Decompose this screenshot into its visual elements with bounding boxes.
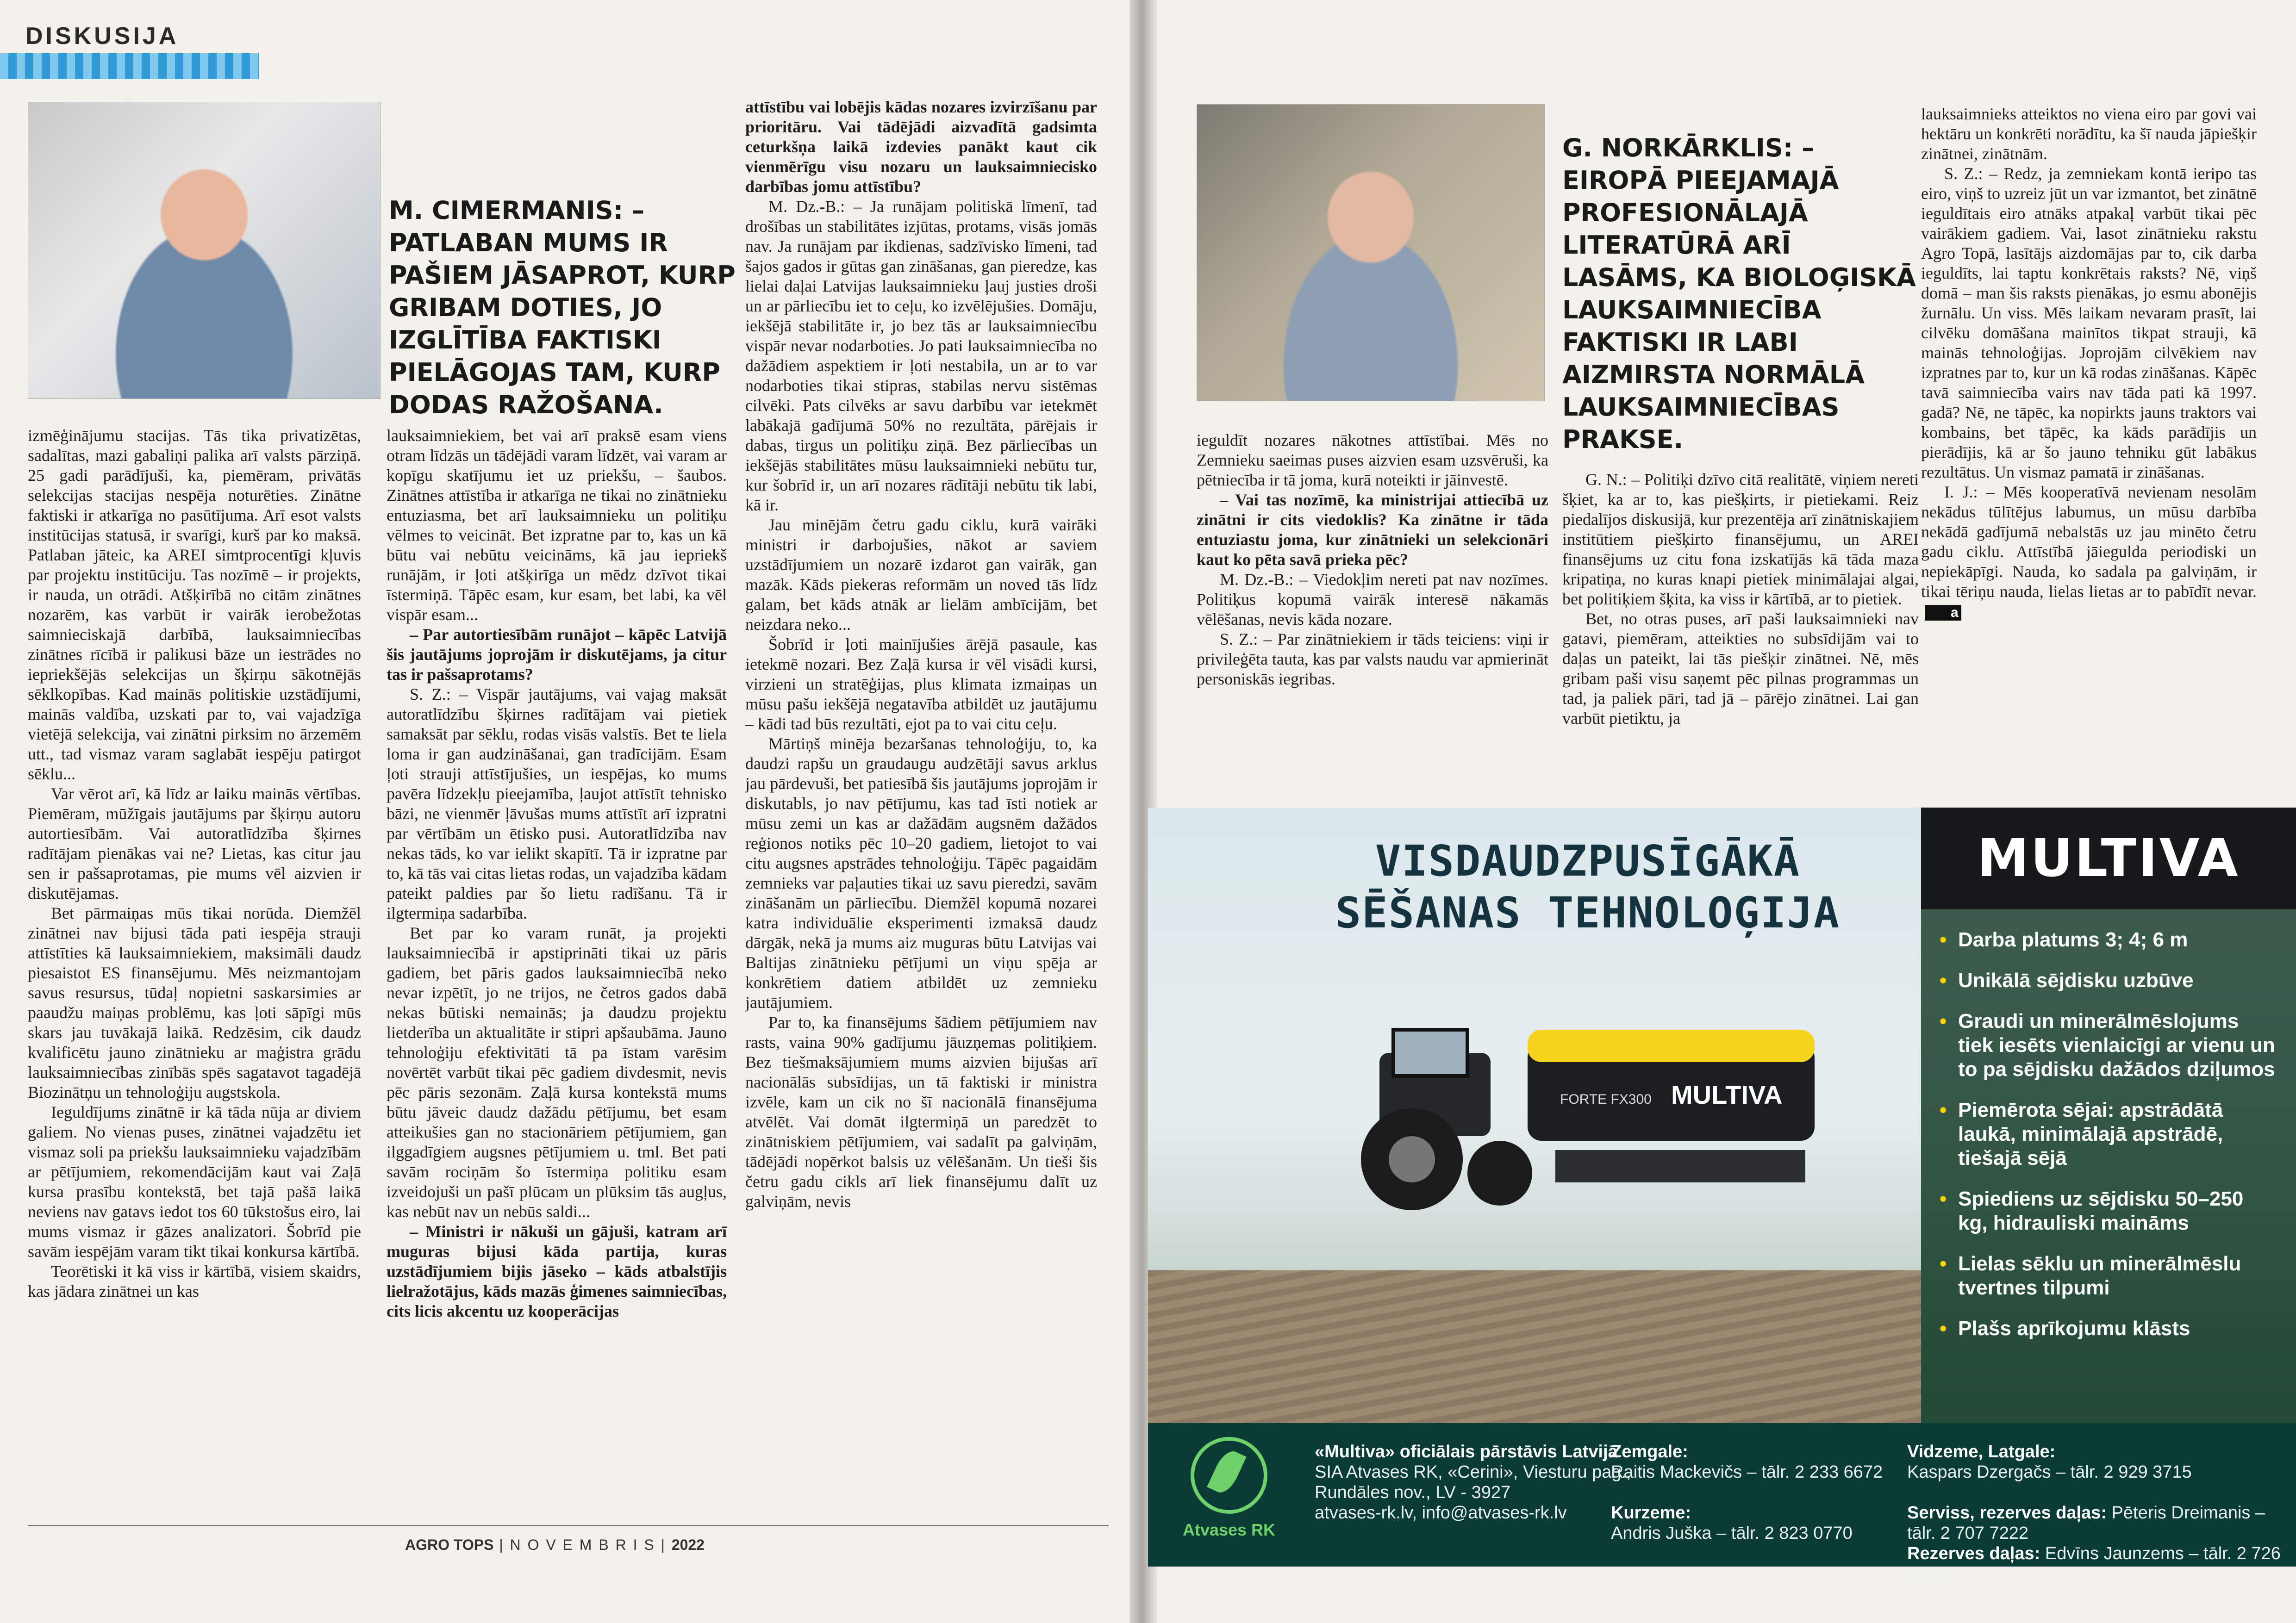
text-column-4 <box>1197 430 1548 689</box>
paragraph: attīstību vai lobējis kādas nozares izvirzīšanu par prioritāru. Vai tādējādi aizvadītā gadsimta ceturkšņa laikā izdevies panākt kaut cik vienmērīgu visu nozaru un lauksaimniecisko darbības jomu attīstību? <box>745 98 1097 196</box>
section-label: DISKUSIJA <box>25 23 179 50</box>
feature-item: • Spiediens uz sējdisku 50–250 kg, hidrauliski maināms <box>1921 1187 2296 1235</box>
text-column-2 <box>387 426 727 1321</box>
left-page <box>0 0 1136 1623</box>
zemgale-heading: Zemgale: <box>1611 1442 1688 1461</box>
atvases-logo <box>1176 1432 1282 1557</box>
rezerves-heading: Rezerves daļas: <box>1907 1544 2040 1563</box>
kurzeme-heading: Kurzeme: <box>1611 1503 1691 1523</box>
paragraph: S. Z.: – Vispār jautājums, vai vajag maksāt autoratlīdzību šķirnes radītājam vai pietiek samaksāt par sēklu, rodas visās valstīs. Bet te liela loma ir gan audzināšanai, gan tradīcijām. Esam ļoti strauji attīstījušies, un iespējas, ko mums pavēra līdzekļu pieejamība, ļaujot attīstīt tehnisko bāzi, ne vienmēr ļāvušas mums attīstīt arī izpratni par vērtībām un ētisko pusi. Autoratlīdzība nav nekas tāds, ko var ielikt skapītī. Tā ir izpratne par to, kā tās vai citas lietas rodas, un vajadzība kādam pateikt paldies par šo lietu radīšanu. Tā ir ilgtermiņa sadarbība. <box>387 685 727 922</box>
machine-brand-label: MULTIVA <box>1671 1080 1783 1109</box>
feature-item: • Lielas sēklu un minerālmēslu tvertnes tilpumi <box>1921 1252 2296 1300</box>
tractor-seed-drill-illustration <box>1361 1011 1847 1224</box>
paragraph: Bet par ko varam runāt, ja projekti lauksaimniecībā ir apstiprināti tikai uz pāris gadiem, bet pāris gados lauksaimniecībā neko nevar izpētīt, jo ne trijos, ne četros gados dabā nekas būtiski nemainās; ja daudzu projektu lietderība un aktualitāte ir stipri apšaubāma. Jauno tehnoloģiju efektivitāti tā pa īstam varēsim novērtēt varbūt tikai pēc gadiem divdesmit, nevis pēc pāris sezonām. Zaļā kursa kontekstā mums būtu jāveic daudz dažādu pētījumu, bet esam atteikušies gan no stacionāriem pētījumiem, gan ilggadīgiem augsnes pētījumiem u. tml. Bet pati savām rociņām šo īstermiņa politiku esam izveidojuši un pašī plūcam un plūksim tās augļus, kas nebūt nav un nebūs saldi... <box>387 924 727 1221</box>
vidzeme-contact: Kaspars Dzergačs – tālr. 2 929 3715 <box>1907 1462 2192 1482</box>
paragraph: Teorētiski it kā viss ir kārtībā, visiem skaidrs, kas jādara zinātnei un kas <box>28 1262 361 1300</box>
feature-item: • Unikālā sējdisku uzbūve <box>1921 969 2296 993</box>
dealer-line-1: SIA Atvases RK, «Cerini», Viesturu pag., <box>1315 1462 1631 1482</box>
feature-item: • Piemērota sējai: apstrādātā laukā, minimālajā apstrādē, tiešajā sējā <box>1921 1098 2296 1170</box>
leaf-icon <box>1191 1437 1267 1514</box>
paragraph: G. N.: – Politiķi dzīvo citā realitātē, viņiem nereti šķiet, ka ar to, kas piešķirts, ir pietiekami. Reiz piedalījos diskusijā, kur prezentēja arī zinātniskajiem institūtiem piešķirto finansējumu, un AREI finansējums uz citu fona izskatījās kā tāda maza kripatiņa, no kuras knapi pietiek minimālajai algai, bet politiķiem šķita, ka viss ir kārtībā, ar to pietiek. <box>1562 470 1919 608</box>
portrait-cimermanis <box>28 102 381 399</box>
serviss-heading: Serviss, rezerves daļas: <box>1907 1503 2107 1523</box>
atvases-logo-text: Atvases RK <box>1182 1520 1276 1539</box>
serviss-contact: Pēteris Dreimanis – tālr. 2 707 7222 <box>1907 1503 2265 1543</box>
feature-item: • Darba platums 3; 4; 6 m <box>1921 928 2296 952</box>
footer-year: 2022 <box>671 1536 705 1553</box>
paragraph: lauksaimniekiem, bet vai arī praksē esam viens otram līdzās un tādējādi varam līdzēt, vai varam ar kopīgu skatījumu iet uz priekšu, – šaubos. Zinātnes attīstība ir atkarīga ne tikai no zinātnieku entuziasma, bet arī lauksaimnieku un politiķu vēlmes to veicināt. Bet izpratne par to, kas un kā būtu vai nebūtu veicināms, kā jau iepriekš runājām, ir ļoti atšķirīga un mēdz dzīvot tikai īstermiņā. Tāpēc esam, kur esam, bet labi, ka vēl vispār esam... <box>387 426 727 624</box>
paragraph: Jau minējām četru gadu ciklu, kurā vairāki ministri ir darbojušies, nākot ar saviem uzstādījumiem un nozarē izdarot gan vairāk, gan mazāk. Kāds piekeras reformām un noved tās līdz galam, bet kāds atnāk ar lielām ambīcijām, bet neizdara neko... <box>745 516 1097 634</box>
pull-quote-norkarklis: G. NORKĀRKLIS: – EIROPĀ PIEEJAMAJĀ PROFESIONĀLAJĀ LITERATŪRĀ ARĪ LASĀMS, KA BIOLOĢISKĀ LAUKSAIMNIECĪBA FAKTISKI IR LABI AIZMIRSTA NORMĀLĀ LAUKSAIMNIECĪBAS PRAKSE. <box>1562 133 1916 454</box>
footer-month: N O V E M B R I S <box>510 1536 655 1553</box>
feature-item: • Graudi un minerālmēslojums tiek iesēts vienlaicīgi ar vienu un to pa sējdisku dažādos dziļumos <box>1921 1009 2296 1082</box>
text-column-1 <box>28 426 361 1301</box>
paragraph: S. Z.: – Par zinātniekiem ir tāds teiciens: viņi ir privileģēta tauta, kas par valsts naudu var apmierināt personiskās iegribas. <box>1197 630 1548 688</box>
feature-list <box>1921 909 2296 1437</box>
paragraph: ieguldīt nozares nākotnes attīstībai. Mēs no Zemnieku saeimas puses aizvien esam uzsvēruši, ka pētniecība ir tā joma, kurā noteikti ir jāinvestē. <box>1197 431 1548 489</box>
end-mark-icon: a <box>1925 605 1961 621</box>
contacts-zemgale-kurzeme <box>1611 1442 1883 1543</box>
text-column-5 <box>1562 470 1919 728</box>
seed-drill-icon <box>1528 1030 1815 1182</box>
paragraph: – Ministri ir nākuši un gājuši, katram arī muguras bijusi kāda partija, kuras uzstādījumiem bijis jāseko – kāds atbalstījis lielražotājus, kāds mazās ģimenes saimniecības, cits licis akcentu uz kooperācijas <box>387 1222 727 1320</box>
section-stripe <box>0 53 259 79</box>
paragraph: Par to, ka finansējums šādiem pētījumiem nav rasts, vaina 90% gadījumu jāuzņemas politiķiem. Bez tiešmaksājumiem mums aizvien bijušas arī nacionālās subsīdijas, un tā faktiski ir ministra izvēle, kam un cik no šī nacionālā finansējuma atvēlēt. Vai domāt ilgtermiņā un paredzēt to zinātniskiem pētījumiem, vai sadalīt pa galviņām, tādējādi nopērkot balsis uz vēlēšanām. Un tieši šis četru gadu cikls arī liek finansējumu dalīt uz galviņām, nevis <box>745 1013 1097 1211</box>
footer-rule <box>28 1525 1109 1526</box>
tractor-icon <box>1361 1030 1532 1210</box>
paragraph: Mārtiņš minēja bezaršanas tehnoloģiju, to, ka daudzi rapšu un graudaugu audzētāji savus arklus jau pārdevuši, bet patiesībā šis jautājums joprojām ir diskutabls, jo nav pētījumu, kas tad īsti notiek ar mūsu zemi un kas ar dažādām augsnēm dažādos reģionos notiks pēc 10–20 gadiem, lietojot to vai citu augsnes apstrādes tehnoloģiju. Tāpēc pagaidām zemnieks var paļauties tikai uz savu pieredzi, savām zināšanām un pārliecību. Diemžēl kopumā nozarei katra individuālie eksperimenti izmaksā daudz dārgāk, nekā ja mums aiz muguras būtu Latvijas vai Baltijas zinātnieku pētījumi un viņu spēja ar konkrētiem datiem atbildēt uz zemnieku jautājumiem. <box>745 734 1097 1012</box>
kurzeme-contact: Andris Juška – tālr. 2 823 0770 <box>1611 1524 1853 1543</box>
vidzeme-heading: Vidzeme, Latgale: <box>1907 1442 2056 1461</box>
pull-quote-cimermanis: M. CIMERMANIS: – PATLABAN MUMS IR PAŠIEM JĀSAPROT, KURP GRIBAM DOTIES, JO IZGLĪTĪBA FAKTISKI PIELĀGOJAS TAM, KURP DODAS RAŽOŠANA. <box>389 196 736 419</box>
paragraph: Šobrīd ir ļoti mainījušies ārējā pasaule, kas ietekmē nozari. Bez Zaļā kursa ir vēl visādi kursi, virzieni un stratēģijas, plus klimata izmaiņas un mūsu pašu iekšējā negatavība atbildēt uz jautājumu – kādi tad būs rezultāti, ejot pa to vai citu ceļu. <box>745 635 1097 733</box>
multiva-advertisement <box>1148 808 2296 1584</box>
dealer-contacts <box>1148 1423 2296 1584</box>
paragraph: S. Z.: – Redz, ja zemniekam kontā ieripo tas eiro, viņš to uzreiz jūt un var izmantot, bet zinātnē ieguldītais eiro atnāks atpakaļ varbūt tikai pēc vairākiem gadiem. Vai, lasot zinātnieku rakstu Agro Topā, lasītājs aizdomājas par to, cik darba ieguldīts, lai taptu konkrētais raksts? Nē, viņš domā – man šis raksts pienākas, jo esmu abonējis žurnālu. Un viss. Mēs laikam nevaram prasīt, lai cilvēku domāšana mainītos tikpat strauji, kā mainās tehnoloģijas. Joprojām cilvēkiem nav izpratnes par to, kur un kā rodas zināšanas. Kāpēc tavā saimniecība vairs nav tāda pati kā 1997. gadā? Nē, ne tāpēc, ka nopirkts jauns traktors vai kombains, bet tāpēc, ka kāds parādījis un pierādījis, kā ar šo jauno tehniku gūt labākus rezultātus. Un vismaz pamatā ir zināšanas. <box>1921 164 2257 481</box>
paragraph: lauksaimnieks atteiktos no viena eiro par govi vai hektāru un konkrēti norādītu, ka šī nauda jāpiešķir zinātnei, zinātnām. <box>1921 105 2257 163</box>
page-footer: AGRO TOPS | N O V E M B R I S | 2022 <box>405 1536 705 1553</box>
paragraph: I. J.: – Mēs kooperatīvā nevienam nesolām nekādus tūlītējus labumus, un mūsu darbība nekādā gadījumā nebalstās uz jau minēto četru gadu ciklu. Attīstībā jāiegulda periodiski un nepiekāpīgi. Nauda, ko sadala pa galviņām, ir tikai tēriņu nauda, lielas lietas ar to pabīdīt nevar.a <box>1921 483 2257 620</box>
dealer-title: «Multiva» oficiālais pārstāvis Latvijā <box>1315 1442 1618 1461</box>
machine-model-label: FORTE FX300 <box>1560 1092 1652 1107</box>
text-column-6 <box>1921 104 2257 622</box>
dealer-line-3[interactable]: atvases-rk.lv, info@atvases-rk.lv <box>1315 1503 1567 1523</box>
paragraph: M. Dz.-B.: – Viedokļim nereti pat nav nozīmes. Politiķus kopumā vairāk interesē nākamās vēlēšanas, nevis kāda nozare. <box>1197 570 1548 628</box>
footer-magazine: AGRO TOPS <box>405 1536 494 1553</box>
ad-headline: VISDAUDZPUSĪGĀKĀ SĒŠANAS TEHNOLOĢIJA <box>1335 836 1841 938</box>
field-soil <box>1148 1270 1921 1423</box>
paragraph: Bet pārmaiņas mūs tikai norūda. Diemžēl zinātnei nav bijusi tāda pati iespēja strauji attīstīties kā lauksaimniekiem, maksimāli daudz piesaistot ES finansējumu. Mēs neizmantojam savus resursus, tūdaļ nopietni saskarsimies ar paaudžu maiņas problēmu, kas ļoti sāpīgi mūs skars jau tuvākajā laikā. Redzēsim, cik daudz kvalificētu jauno zinātnieku ar maģistra grādu lauksaimniecības zinībās spēs sagatavot tagadējā Biozinātņu un tehnoloģiju augstskola. <box>28 904 361 1101</box>
paragraph: Ieguldījums zinātnē ir kā tāda nūja ar diviem galiem. No vienas puses, zinātnei vajadzētu iet vismaz soli pa priekšu lauksaimnieku vajadzībām ar pētījumiem, rekomendācijām kaut vai Zaļā kursa prasību kontekstā, bet tajā pašā laikā neviens nav gatavs iedot tos 60 tūkstošus eiro, lai mums vismaz ir gāzes analizatori. Šobrīd pie savām iespējām varam tikt tikai konkursa kārtībā. <box>28 1103 361 1261</box>
paragraph: – Par autortiesībām runājot – kāpēc Latvijā šis jautājums joprojām ir diskutējams, ja citur tas ir pašsaprotams? <box>387 625 727 684</box>
dealer-info <box>1315 1442 1631 1523</box>
zemgale-contact: Raitis Mackevičs – tālr. 2 233 6672 <box>1611 1462 1883 1482</box>
contacts-vidzeme-service <box>1907 1442 2296 1584</box>
multiva-logo: MULTIVA <box>1921 808 2296 909</box>
rezerves-contact: Edvīns Jaunzems – tālr. 2 726 0079 <box>1907 1544 2281 1584</box>
paragraph: izmēģinājumu stacijas. Tās tika privatizētas, sadalītas, mazi gabaliņi palika arī valsts pārziņā. 25 gadi parādījuši, ka, piemēram, privātās selekcijas stacijas nespēja noturēties. Zinātne faktiski ir atkarīga no pasūtījuma. Arī esot valsts institūcijas statusā, ir svarīgi, kurš par ko maksā. Patlaban jāteic, ka AREI simtprocentīgi kļuvis par projektu institūciju. Tas nozīmē – ir projekts, ir nauda, un otrādi. Atšķirībā no citām zinātnes nozarēm, kas varbūt ir vairāk ierobežotas saimnieciskajā darbībā, lauksaimniecības zinātnes rīcībā ir palikusi bāze un iestrādes no iepriekšējās selekcijas un šķirņu sākotnējās sēklkopības. Kad mainās politiskie uzstādījumi, mainās valdība, uzskati par to, vai vajadzīga vietējā selekcija, vai zinātni pirksim no ārzemēm utt., tad vismaz varam saglabāt iespēju patirgot sēklu... <box>28 426 361 783</box>
paragraph: Var vērot arī, kā līdz ar laiku mainās vērtības. Piemēram, mūžīgais jautājums par šķirņu autoru autortiesībām. Vai autoratlīdzība šķirnes radītājam pienākas vai ne? Lietas, kas citur jau sen ir pašsaprotamas, pie mums vēl aizvien ir diskutējamas. <box>28 784 361 902</box>
paragraph: M. Dz.-B.: – Ja runājam politiskā līmenī, tad drošības un stabilitātes izjūtas, protams, visās jomās nav. Ja runājam par ikdienas, sadzīvisko līmeni, tad šajos gados ir gūtas gan zināšanas, gan pieredze, kas lielai daļai Latvijas lauksaimnieku ļauj justies droši un ar pārliecību iet to ceļu, ko izvēlējušies. Domāju, iekšējā stabilitāte ir, jo bez tās ar lauksaimniecību vispār nevar nodarboties. Jo pati lauksaimniecība no dažādiem aspektiem ir ļoti nestabila, un ar to var nodarboties tikai stipras, stabilas nervu sistēmas cilvēki. Pats cilvēks ar savu darbību var ietekmēt labākajā gadījumā 50% no rezultāta, pārējais ir dabas, tirgus un politiķu ziņā. Bez pārliecības un iekšējās stabilitātes mūsu lauksaimnieki nebūtu tur, kur šobrīd ir, un arī nozares rādītāji nebūtu tik labi, kā ir. <box>745 197 1097 514</box>
portrait-norkarklis <box>1197 104 1545 401</box>
paragraph: Bet, no otras puses, arī paši lauksaimnieki nav gatavi, piemēram, atteikties no subsīdijām vai to daļas un pateikt, lai tās piešķir zinātnei. Nē, mēs gribam paši visu saņemt pēc pilnas programmas un tad, ja paliek pāri, tad jā – pārējo zinātnei. Lai gan varbūt pietiktu, ja <box>1562 609 1919 728</box>
paragraph: – Vai tas nozīmē, ka ministrijai attiecībā uz zinātni ir cits viedoklis? Ka zinātne ir tāda entuziastu joma, kur zinātnieki un selekcionāri kaut ko pēta savā prieka pēc? <box>1197 491 1548 569</box>
dealer-line-2: Rundāles nov., LV - 3927 <box>1315 1483 1511 1502</box>
text-column-3 <box>745 97 1097 1212</box>
feature-item: • Plašs aprīkojumu klāsts <box>1921 1317 2296 1341</box>
